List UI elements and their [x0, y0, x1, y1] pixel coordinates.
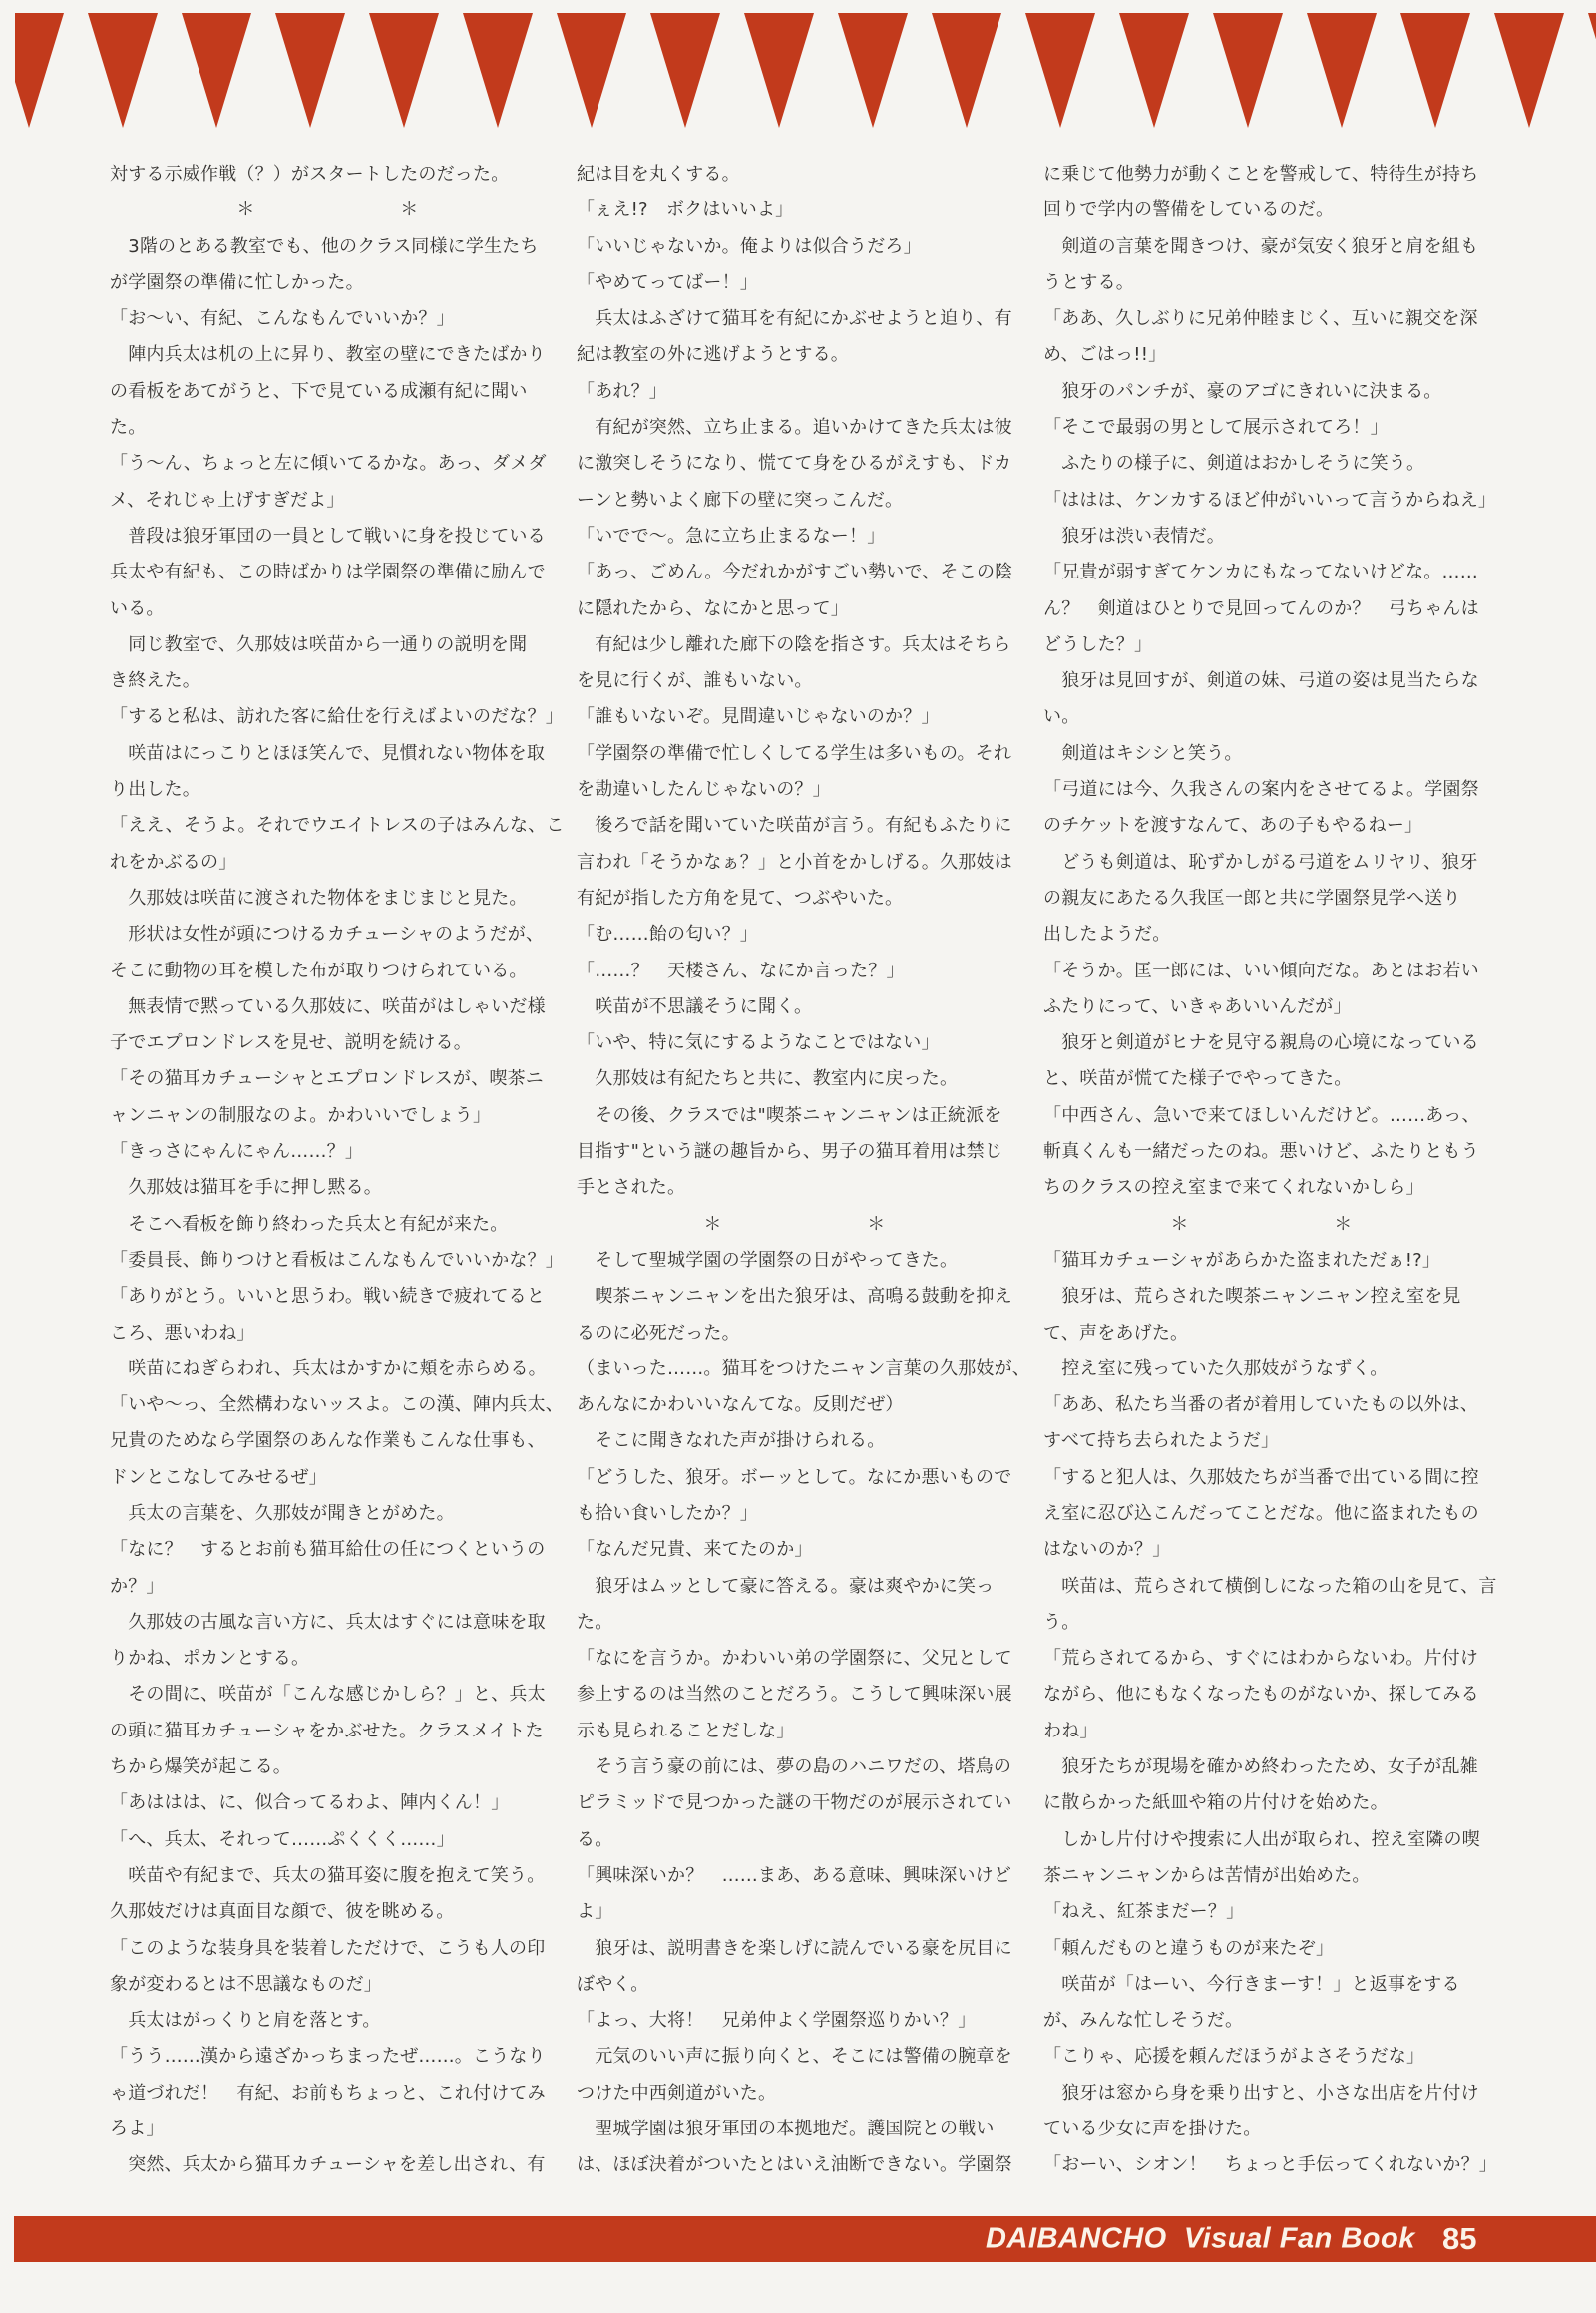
text-line: 「いや〜っ、全然構わないッスよ。この漢、陣内兵太、	[110, 1394, 564, 1416]
text-line: 久那妓は猫耳を手に押し黙る。	[110, 1177, 382, 1199]
text-line: 目指す"という謎の趣旨から、男子の猫耳着用は禁じ	[577, 1141, 1003, 1163]
text-line: 「あははは、に、似合ってるわよ、陣内くん！」	[110, 1792, 510, 1814]
text-line: 「む……飴の匂い？」	[577, 924, 758, 946]
text-line: ろよ」	[110, 2119, 165, 2140]
text-line: 「いや、特に気にするようなことではない」	[577, 1032, 940, 1054]
text-line: 「誰もいないぞ。見間違いじゃないのか？」	[577, 706, 940, 728]
text-line: ピラミッドで見つかった謎の干物だのが展示されてい	[577, 1792, 1012, 1814]
text-line: は、ほぼ決着がついたとはいえ油断できない。学園祭	[577, 2154, 1012, 2176]
text-line: 「学園祭の準備で忙しくしてる学生は多いもの。それ	[577, 742, 1012, 764]
text-line: 後ろで話を聞いていた咲苗が言う。有紀もふたりに	[577, 815, 1012, 837]
text-line: 「弓道には今、久我さんの案内をさせてるよ。学園祭	[1043, 779, 1479, 801]
text-line: り出した。	[110, 779, 200, 801]
text-line: 「すると犯人は、久那妓たちが当番で出ている間に控	[1043, 1466, 1479, 1488]
text-line: るのに必死だった。	[577, 1322, 740, 1344]
footer-book-title: DAIBANCHO Visual Fan Book	[986, 2222, 1415, 2255]
text-line: いる。	[110, 597, 165, 619]
text-line: め、ごはっ!!」	[1043, 344, 1167, 366]
text-line: 無表情で黙っている久那妓に、咲苗がはしゃいだ様	[110, 995, 546, 1017]
text-line: 紀は教室の外に逃げようとする。	[577, 344, 849, 366]
text-line: はないのか？」	[1043, 1539, 1171, 1561]
text-line: 「荒らされてるから、すぐにはわからないわ。片付け	[1043, 1648, 1479, 1670]
text-line: の看板をあてがうと、下で見ている成瀬有紀に聞い	[110, 380, 528, 402]
text-line: 咲苗にねぎらわれ、兵太はかすかに頬を赤らめる。	[110, 1357, 547, 1379]
text-line: 普段は狼牙軍団の一員として戦いに身を投じている	[110, 525, 546, 547]
text-line: ＊ ＊	[110, 199, 419, 221]
text-line: 狼牙は渋い表情だ。	[1043, 525, 1225, 547]
text-line: と、咲苗が慌てた様子でやってきた。	[1043, 1068, 1353, 1090]
text-line: か？」	[110, 1575, 165, 1597]
text-line: ゃ道づれだ！ 有紀、お前もちょっと、これ付けてみ	[110, 2082, 546, 2104]
text-line: 狼牙は、説明書きを楽しげに読んでいる豪を尻目に	[577, 1937, 1012, 1959]
text-line: 久那妓だけは真面目な顔で、彼を眺める。	[110, 1901, 455, 1923]
text-line: 「ねえ、紅茶まだー？」	[1043, 1901, 1245, 1923]
text-line: 「きっさにゃんにゃん……？」	[110, 1141, 364, 1163]
text-line: に激突しそうになり、慌てて身をひるがえすも、ドカ	[577, 453, 1012, 475]
text-line: も拾い食いしたか？」	[577, 1502, 758, 1524]
text-line: 控え室に残っていた久那妓がうなずく。	[1043, 1357, 1389, 1379]
text-line: 参上するのは当然のことだろう。こうして興味深い展	[577, 1684, 1012, 1706]
text-line: 「お〜い、有紀、こんなもんでいいか？」	[110, 308, 455, 330]
text-line: え室に忍び込こんだってことだな。他に盗まれたもの	[1043, 1502, 1479, 1524]
text-line: しかし片付けや捜索に人出が取られ、控え室隣の喫	[1043, 1828, 1480, 1850]
text-line: 「ええ、そうよ。それでウエイトレスの子はみんな、こ	[110, 815, 565, 837]
text-line: つけた中西剣道がいた。	[577, 2082, 777, 2104]
text-line: 斬真くんも一緒だったのね。悪いけど、ふたりともう	[1043, 1141, 1479, 1163]
text-line: ふたりにって、いきゃあいいんだが」	[1043, 995, 1352, 1017]
text-line: が学園祭の準備に忙しかった。	[110, 271, 364, 293]
text-line: 「よっ、大将！ 兄弟仲よく学園祭巡りかい？」	[577, 2010, 977, 2032]
text-line: ドンとこなしてみせるぜ」	[110, 1466, 327, 1488]
text-line: 咲苗はにっこりとほほ笑んで、見慣れない物体を取	[110, 742, 546, 764]
text-line: た。	[110, 417, 147, 439]
text-line: 出したようだ。	[1043, 924, 1171, 946]
text-line: 「そこで最弱の男として展示されてろ！」	[1043, 417, 1389, 439]
text-line: 手とされた。	[577, 1177, 686, 1199]
text-line: 咲苗や有紀まで、兵太の猫耳姿に腹を抱えて笑う。	[110, 1864, 546, 1886]
text-line: 茶ニャンニャンからは苦情が出始めた。	[1043, 1864, 1371, 1886]
text-line: 久那妓は有紀たちと共に、教室内に戻った。	[577, 1068, 959, 1090]
text-line: 「へ、兵太、それって……ぷくくく……」	[110, 1828, 455, 1850]
text-line: 「そうか。匡一郎には、いい傾向だな。あとはお若い	[1043, 960, 1479, 981]
text-line: の親友にあたる久我匡一郎と共に学園祭見学へ送り	[1043, 887, 1461, 909]
text-line: あんなにかわいいなんてな。反則だぜ）	[577, 1394, 904, 1416]
text-line: 3階のとある教室でも、他のクラス同様に学生たち	[110, 235, 539, 257]
text-line: その間に、咲苗が「こんな感じかしら？」と、兵太	[110, 1684, 546, 1706]
text-line: 狼牙たちが現場を確かめ終わったため、女子が乱雑	[1043, 1756, 1478, 1778]
text-line: 「興味深いか？ ……まあ、ある意味、興味深いけど	[577, 1864, 1012, 1886]
text-line: 兵太はふざけて猫耳を有紀にかぶせようと迫り、有	[577, 308, 1012, 330]
text-line: 示も見られることだしな」	[577, 1720, 795, 1741]
text-line: 「頼んだものと違うものが来たぞ」	[1043, 1937, 1335, 1959]
text-line: ふたりの様子に、剣道はおかしそうに笑う。	[1043, 453, 1425, 475]
text-line: 咲苗が「はーい、今行きまーす！」と返事をする	[1043, 1973, 1460, 1995]
text-line: メ、それじゃ上げすぎだよ」	[110, 489, 345, 511]
text-column-right	[1043, 157, 1497, 2184]
text-line: た。	[577, 1611, 613, 1633]
text-line: そこへ看板を飾り終わった兵太と有紀が来た。	[110, 1213, 509, 1235]
text-line: 兵太はがっくりと肩を落とす。	[110, 2010, 381, 2032]
text-line: 兵太の言葉を、久那妓が聞きとがめた。	[110, 1502, 455, 1524]
text-line: ながら、他にもなくなったものがないか、探してみる	[1043, 1684, 1479, 1706]
pennant-row	[15, 13, 1596, 129]
text-line: 対する示威作戦（？）がスタートしたのだった。	[110, 164, 510, 185]
text-line: すべて持ち去られたようだ」	[1043, 1430, 1280, 1452]
text-line: 兄貴のためなら学園祭のあんな作業もこんな仕事も、	[110, 1430, 546, 1452]
text-line: 咲苗が不思議そうに聞く。	[577, 995, 813, 1017]
text-line: ャンニャンの制服なのよ。かわいいでしょう」	[110, 1104, 492, 1126]
text-line: う。	[1043, 1611, 1080, 1633]
text-line: 狼牙は見回すが、剣道の妹、弓道の姿は見当たらな	[1043, 670, 1479, 692]
text-line: を見に行くが、誰もいない。	[577, 670, 813, 692]
text-line: 「いいじゃないか。俺よりは似合うだろ」	[577, 235, 922, 257]
text-line: 「ああ、私たち当番の者が着用していたもの以外は、	[1043, 1394, 1479, 1416]
text-line: 「……？ 天楼さん、なにか言った？」	[577, 960, 905, 981]
text-line: よ」	[577, 1901, 613, 1923]
text-line: ぼやく。	[577, 1973, 649, 1995]
text-line: ん？ 剣道はひとりで見回ってんのか？ 弓ちゃんは	[1043, 597, 1479, 619]
text-line: ている少女に声を掛けた。	[1043, 2119, 1262, 2140]
text-line: りかね、ポカンとする。	[110, 1648, 310, 1670]
text-line: （まいった……。猫耳をつけたニャン言葉の久那妓が、	[577, 1357, 1030, 1379]
text-line: 「兄貴が弱すぎてケンカにもなってないけどな。……	[1043, 562, 1478, 583]
text-line: そして聖城学園の学園祭の日がやってきた。	[577, 1249, 959, 1271]
text-line: 久那妓は咲苗に渡された物体をまじまじと見た。	[110, 887, 528, 909]
text-line: 「あっ、ごめん。今だれかがすごい勢いで、そこの陰	[577, 562, 1013, 583]
text-line: 有紀は少し離れた廊下の陰を指さす。兵太はそちら	[577, 633, 1011, 655]
text-line: 「ははは、ケンカするほど仲がいいって言うからねえ」	[1043, 489, 1497, 511]
footer-bar	[14, 2216, 1596, 2262]
text-line: き終えた。	[110, 670, 200, 692]
text-line: 狼牙は、荒らされた喫茶ニャンニャン控え室を見	[1043, 1286, 1461, 1308]
text-line: 「ぇえ!? ボクはいいよ」	[577, 199, 794, 221]
text-line: 狼牙と剣道がヒナを見守る親鳥の心境になっている	[1043, 1032, 1479, 1054]
text-line: 有紀が突然、立ち止まる。追いかけてきた兵太は彼	[577, 417, 1012, 439]
text-line: が、みんな忙しそうだ。	[1043, 2010, 1244, 2032]
text-line: うとする。	[1043, 271, 1134, 293]
text-line: 「う〜ん、ちょっと左に傾いてるかな。あっ、ダメダ	[110, 453, 547, 475]
text-line: 狼牙はムッとして豪に答える。豪は爽やかに笑っ	[577, 1575, 995, 1597]
text-line: 「なに？ するとお前も猫耳給仕の任につくというの	[110, 1539, 546, 1561]
text-line: 久那妓の古風な言い方に、兵太はすぐには意味を取	[110, 1611, 546, 1633]
text-line: 「このような装身具を装着しただけで、こうも人の印	[110, 1937, 546, 1959]
text-line: ちから爆笑が起こる。	[110, 1756, 291, 1778]
text-line: 形状は女性が頭につけるカチューシャのようだが、	[110, 924, 545, 946]
text-line: のチケットを渡すなんて、あの子もやるねー」	[1043, 815, 1423, 837]
pennant-banner	[15, 13, 1596, 129]
text-line: 「猫耳カチューシャがあらかた盗まれただぁ!?」	[1043, 1249, 1441, 1271]
text-line: 「すると私は、訪れた客に給仕を行えばよいのだな？」	[110, 706, 564, 728]
text-line: 喫茶ニャンニャンを出た狼牙は、高鳴る鼓動を抑え	[577, 1286, 1012, 1308]
text-line: わね」	[1043, 1720, 1098, 1741]
text-line: 「なにを言うか。かわいい弟の学園祭に、父兄として	[577, 1648, 1012, 1670]
text-line: 剣道はキシシと笑う。	[1043, 742, 1243, 764]
text-line: 「なんだ兄貴、来てたのか」	[577, 1539, 813, 1561]
text-line: ちのクラスの控え室まで来てくれないかしら」	[1043, 1177, 1424, 1199]
text-line: 狼牙のパンチが、豪のアゴにきれいに決まる。	[1043, 380, 1442, 402]
text-line: 「やめてってばー！」	[577, 271, 758, 293]
text-line: れをかぶるの」	[110, 851, 237, 873]
text-line: 陣内兵太は机の上に昇り、教室の壁にできたばかり	[110, 344, 546, 366]
text-line: 「委員長、飾りつけと看板はこんなもんでいいかな？」	[110, 1249, 564, 1271]
text-line: に散らかった紙皿や箱の片付けを始めた。	[1043, 1792, 1389, 1814]
text-line: 「中西さん、急いで来てほしいんだけど。……あっ、	[1043, 1104, 1480, 1126]
text-line: 回りで学内の警備をしているのだ。	[1043, 199, 1335, 221]
text-line: て、声をあげた。	[1043, 1322, 1189, 1344]
text-line: そこに聞きなれた声が掛けられる。	[577, 1430, 886, 1452]
text-line: る。	[577, 1828, 613, 1850]
page-number: 85	[1442, 2221, 1477, 2256]
text-line: 突然、兵太から猫耳カチューシャを差し出され、有	[110, 2154, 546, 2176]
text-line: 同じ教室で、久那妓は咲苗から一通りの説明を聞	[110, 633, 528, 655]
text-line: い。	[1043, 706, 1080, 728]
text-line: 有紀が指した方角を見て、つぶやいた。	[577, 887, 904, 909]
text-line: 「ああ、久しぶりに兄弟仲睦まじく、互いに親交を深	[1043, 308, 1478, 330]
text-line: 兵太や有紀も、この時ばかりは学園祭の準備に励んで	[110, 562, 546, 583]
text-line: 「その猫耳カチューシャとエプロンドレスが、喫茶ニ	[110, 1068, 544, 1090]
text-line: ＊ ＊	[577, 1213, 886, 1235]
text-line: ＊ ＊	[1043, 1213, 1353, 1235]
text-line: その後、クラスでは"喫茶ニャンニャンは正統派を	[577, 1104, 1002, 1126]
text-line: 象が変わるとは不思議なものだ」	[110, 1973, 382, 1995]
text-line: 子でエプロンドレスを見せ、説明を続ける。	[110, 1032, 472, 1054]
text-line: 「ありがとう。いいと思うわ。戦い続きで疲れてると	[110, 1286, 546, 1308]
text-column-left	[110, 157, 565, 2184]
text-line: 「どうした、狼牙。ボーッとして。なにか悪いもので	[577, 1466, 1012, 1488]
text-line: 聖城学園は狼牙軍団の本拠地だ。護国院との戦い	[577, 2119, 995, 2140]
text-line: 「あれ？」	[577, 380, 667, 402]
text-column-center	[577, 157, 1030, 2184]
text-line: 剣道の言葉を聞きつけ、豪が気安く狼牙と肩を組も	[1043, 235, 1479, 257]
text-line: 咲苗は、荒らされて横倒しになった箱の山を見て、言	[1043, 1575, 1497, 1597]
text-line: 「うう……漢から遠ざかっちまったぜ……。こうなり	[110, 2046, 546, 2068]
text-line: 言われ「そうかなぁ？」と小首をかしげる。久那妓は	[577, 851, 1012, 873]
text-line: の頭に猫耳カチューシャをかぶせた。クラスメイトた	[110, 1720, 544, 1741]
text-line: に隠れたから、なにかと思って」	[577, 597, 849, 619]
text-line: に乗じて他勢力が動くことを警戒して、特待生が持ち	[1043, 164, 1479, 185]
text-line: どうした？」	[1043, 633, 1153, 655]
text-line: ころ、悪いわね」	[110, 1322, 255, 1344]
text-line: 「おーい、シオン！ ちょっと手伝ってくれないか？」	[1043, 2154, 1497, 2176]
text-line: そこに動物の耳を模した布が取りつけられている。	[110, 960, 528, 981]
text-line: 元気のいい声に振り向くと、そこには警備の腕章を	[577, 2046, 1012, 2068]
text-line: ーンと勢いよく廊下の壁に突っこんだ。	[577, 489, 904, 511]
text-line: 狼牙は窓から身を乗り出すと、小さな出店を片付け	[1043, 2082, 1479, 2104]
text-line: そう言う豪の前には、夢の島のハニワだの、塔鳥の	[577, 1756, 1012, 1778]
text-line: を勘違いしたんじゃないの？」	[577, 779, 831, 801]
text-line: どうも剣道は、恥ずかしがる弓道をムリヤリ、狼牙	[1043, 851, 1478, 873]
text-line: 紀は目を丸くする。	[577, 164, 740, 185]
text-line: 「いでで〜。急に立ち止まるなー！」	[577, 525, 886, 547]
text-line: 「こりゃ、応援を頼んだほうがよさそうだな」	[1043, 2046, 1425, 2068]
